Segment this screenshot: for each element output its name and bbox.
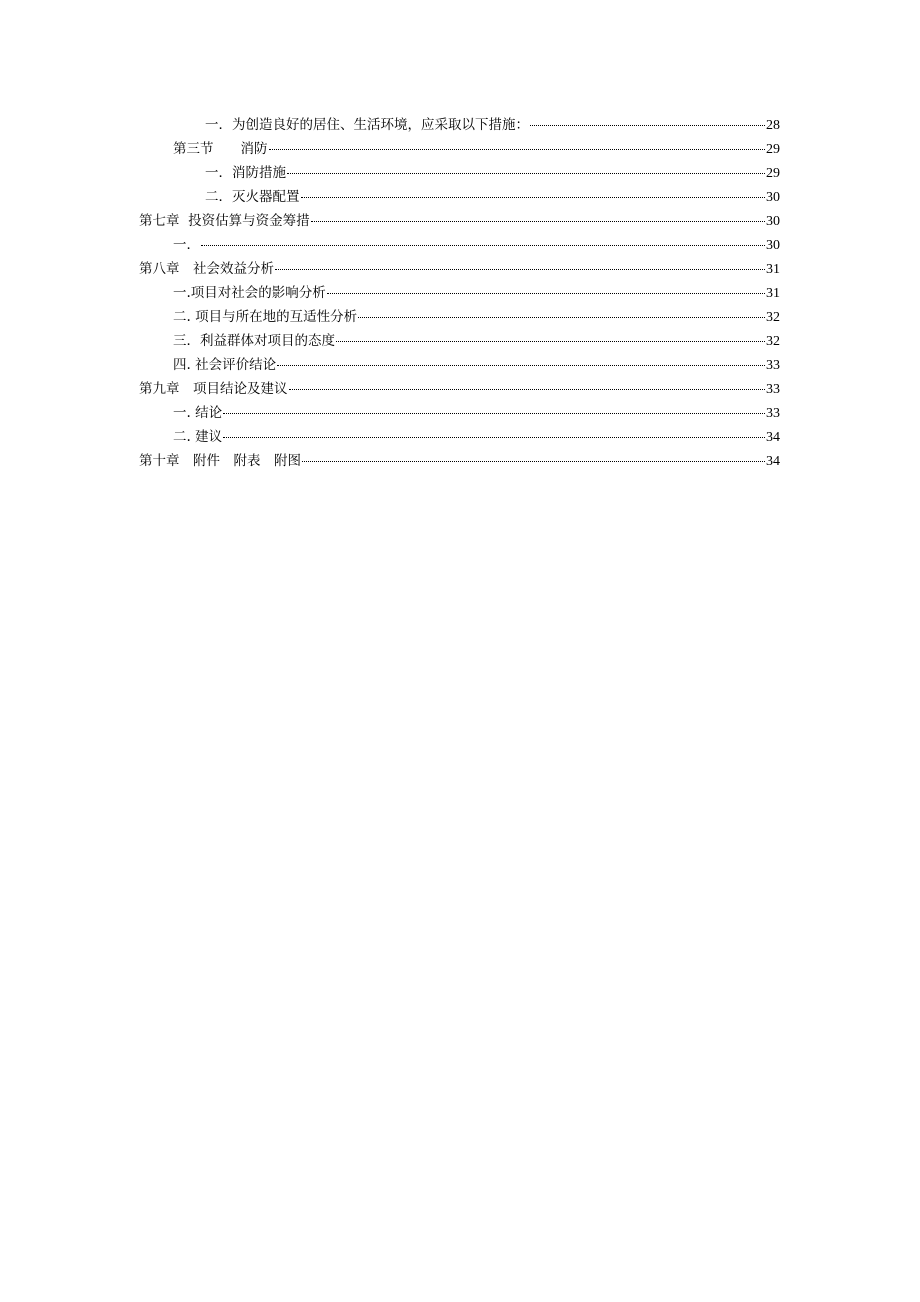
toc-dot-leader <box>530 124 765 126</box>
toc-entry-page-number: 32 <box>766 310 780 325</box>
toc-entry-title: 四. 社会评价结论 <box>173 357 277 373</box>
toc-entry-title: 第七章 投资估算与资金筹措 <box>139 213 310 229</box>
toc-dot-leader <box>275 268 765 270</box>
toc-dot-leader <box>201 244 765 246</box>
toc-dot-leader <box>223 412 765 414</box>
toc-entry-page-number: 30 <box>766 214 780 229</box>
toc-entry[interactable] <box>139 257 780 281</box>
toc-entry-page-number: 31 <box>766 262 780 277</box>
toc-entry[interactable] <box>139 137 780 161</box>
toc-entry[interactable] <box>139 209 780 233</box>
toc-entry[interactable] <box>139 449 780 473</box>
toc-dot-leader <box>358 316 765 318</box>
toc-entry-title: 第八章 社会效益分析 <box>139 261 274 277</box>
toc-dot-leader <box>301 196 766 198</box>
toc-entry-page-number: 34 <box>766 430 780 445</box>
toc-entry-title: 第十章 附件 附表 附图 <box>139 453 301 469</box>
table-of-contents <box>139 113 780 473</box>
toc-entry-page-number: 31 <box>766 286 780 301</box>
toc-entry-title: 一.项目对社会的影响分析 <box>173 285 326 301</box>
toc-dot-leader <box>287 172 765 174</box>
toc-dot-leader <box>289 388 766 390</box>
toc-entry[interactable] <box>139 233 780 257</box>
toc-entry-page-number: 33 <box>766 358 780 373</box>
toc-dot-leader <box>269 148 766 150</box>
toc-dot-leader <box>336 340 765 342</box>
toc-entry-title: 一．为创造良好的居住、生活环境，应采取以下措施： <box>205 117 529 133</box>
toc-dot-leader <box>327 292 765 294</box>
toc-entry-title: 第九章 项目结论及建议 <box>139 381 288 397</box>
toc-entry-page-number: 30 <box>766 238 780 253</box>
toc-entry-title: 二. 项目与所在地的互适性分析 <box>173 309 358 325</box>
toc-entry[interactable] <box>139 425 780 449</box>
toc-entry[interactable] <box>139 401 780 425</box>
toc-entry-page-number: 34 <box>766 454 780 469</box>
toc-entry-page-number: 33 <box>766 382 780 397</box>
toc-entry-title: 一． <box>173 237 200 253</box>
toc-entry-title: 二. 建议 <box>173 429 223 445</box>
toc-entry[interactable] <box>139 377 780 401</box>
toc-entry-page-number: 33 <box>766 406 780 421</box>
toc-entry[interactable] <box>139 161 780 185</box>
toc-dot-leader <box>302 460 765 462</box>
toc-dot-leader <box>277 364 765 366</box>
toc-entry[interactable] <box>139 185 780 209</box>
toc-entry[interactable] <box>139 353 780 377</box>
toc-entry-page-number: 30 <box>766 190 780 205</box>
toc-entry[interactable] <box>139 281 780 305</box>
toc-dot-leader <box>223 436 765 438</box>
toc-entry-title: 一．消防措施 <box>205 165 286 181</box>
toc-dot-leader <box>311 220 765 222</box>
toc-entry-page-number: 29 <box>766 166 780 181</box>
toc-entry-title: 三．利益群体对项目的态度 <box>173 333 335 349</box>
toc-entry[interactable] <box>139 113 780 137</box>
toc-entry-page-number: 29 <box>766 142 780 157</box>
toc-entry-page-number: 32 <box>766 334 780 349</box>
toc-entry[interactable] <box>139 329 780 353</box>
toc-entry[interactable] <box>139 305 780 329</box>
toc-entry-title: 二．灭火器配置 <box>205 189 300 205</box>
toc-entry-page-number: 28 <box>766 118 780 133</box>
toc-entry-title: 第三节 消防 <box>173 141 268 157</box>
toc-entry-title: 一. 结论 <box>173 405 223 421</box>
